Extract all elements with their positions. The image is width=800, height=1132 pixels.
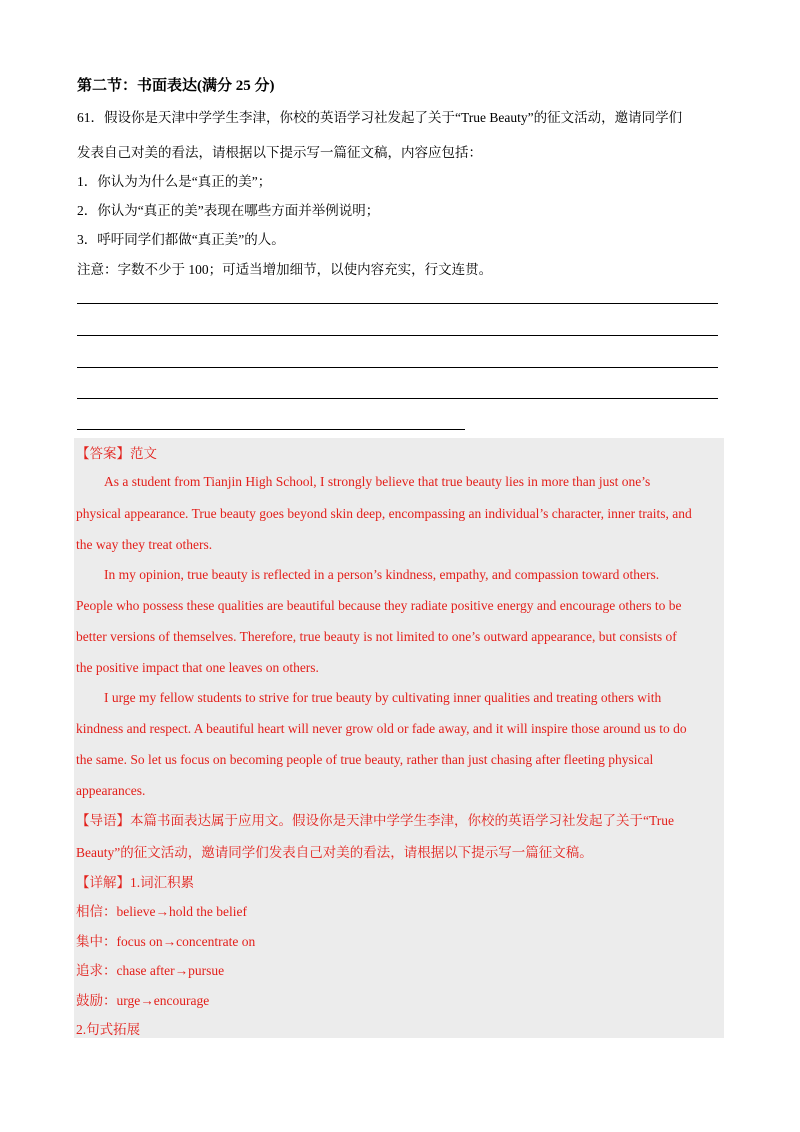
answer-line: better versions of themselves. Therefore, true beauty is not limited to one’s outward appearance, but consists of	[76, 629, 677, 644]
question-line: 2．你认为“真正的美”表现在哪些方面并举例说明；	[77, 203, 380, 218]
vocab-item: 相信：believe→hold the belief	[76, 904, 247, 919]
answer-line: the way they treat others.	[76, 537, 213, 552]
question-line: 3．呼吁同学们都做“真正美”的人。	[77, 232, 285, 247]
answer-line: the positive impact that one leaves on others.	[76, 660, 319, 675]
answer-writing-line	[77, 335, 718, 336]
answer-writing-line	[77, 303, 718, 304]
answer-line: People who possess these qualities are beautiful because they radiate positive energy and encourage others to be	[76, 598, 682, 613]
question-line: 发表自己对美的看法，请根据以下提示写一篇征文稿，内容应包括：	[77, 145, 482, 160]
question-line: 注意：字数不少于 100；可适当增加细节，以使内容充实，行文连贯。	[77, 262, 493, 277]
detail-next-heading: 2.句式拓展	[76, 1022, 141, 1037]
vocab-item: 集中：focus on→concentrate on	[76, 934, 256, 949]
guide-line: Beauty”的征文活动，邀请同学们发表自己对美的看法，请根据以下提示写一篇征文稿。	[76, 845, 593, 860]
vocab-item: 鼓励：urge→encourage	[76, 993, 210, 1008]
answer-line: appearances.	[76, 783, 146, 798]
answer-line: As a student from Tianjin High School, I strongly believe that true beauty lies in more than just one’s	[104, 474, 651, 489]
answer-line: I urge my fellow students to strive for true beauty by cultivating inner qualities and treating others with	[104, 690, 662, 705]
question-line: 1．你认为为什么是“真正的美”；	[77, 174, 272, 189]
answer-writing-line	[77, 398, 718, 399]
guide-line: 【导语】本篇书面表达属于应用文。假设你是天津中学学生李津，你校的英语学习社发起了关于“True	[76, 813, 674, 828]
answer-writing-line	[77, 367, 718, 368]
answer-line: physical appearance. True beauty goes beyond skin deep, encompassing an individual’s character, inner traits, and	[76, 506, 692, 521]
answer-writing-line	[77, 429, 465, 430]
section-title: 第二节：书面表达(满分 25 分)	[77, 78, 275, 94]
question-line: 61．假设你是天津中学学生李津，你校的英语学习社发起了关于“True Beauty”的征文活动，邀请同学们	[77, 110, 683, 125]
detail-label: 【详解】1.词汇积累	[76, 875, 195, 890]
vocab-item: 追求：chase after→pursue	[76, 963, 225, 978]
answer-label: 【答案】范文	[76, 446, 157, 461]
answer-line: In my opinion, true beauty is reflected in a person’s kindness, empathy, and compassion toward others.	[104, 567, 660, 582]
answer-line: kindness and respect. A beautiful heart will never grow old or fade away, and it will inspire those around us to do	[76, 721, 687, 736]
answer-line: the same. So let us focus on becoming people of true beauty, rather than just chasing after fleeting physical	[76, 752, 654, 767]
